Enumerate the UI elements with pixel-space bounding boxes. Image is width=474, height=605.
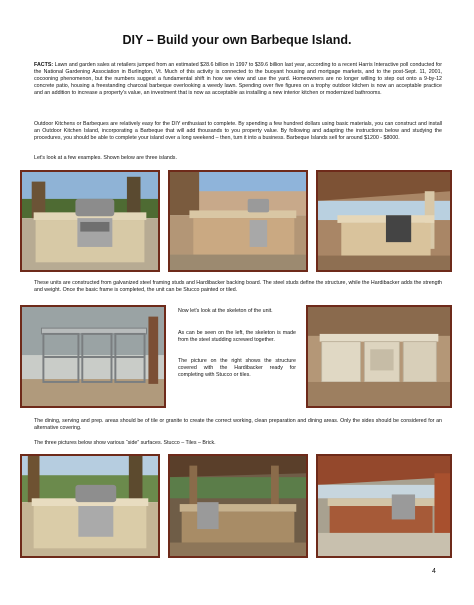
photo-skeleton bbox=[20, 305, 166, 408]
facts-paragraph bbox=[34, 62, 442, 97]
photo-island-3 bbox=[316, 170, 452, 272]
surfaces-paragraph: The dining, serving and prep. areas should be of tile or granite to create the correct working, clean preparation and dining areas. Only the sides should be considered for an alternative covering. bbox=[34, 418, 442, 432]
page-number: 4 bbox=[432, 568, 436, 575]
side-surfaces-intro: The three pictures below show various “side” surfaces. Stucco – Tiles – Brick. bbox=[34, 440, 216, 446]
photo-tiles bbox=[168, 454, 308, 558]
diy-paragraph: Outdoor Kitchens or Barbeques are relatively easy for the DIY enthusiast to complete. By spending a few hundred dollars using basic materials, you can construct and install an Outdoor Kitchen Island, incorporating a Barbeque that will add thousands to you property value. By following and adapting the instructions below and studying the procedures, you should be able to complete your island over a long weekend – then, turn it into a business. Barbeque Islands sell for around $1200 - $8000. bbox=[34, 121, 442, 142]
construction-paragraph: These units are constructed from galvanized steel framing studs and Hardibacker backing board. The steel studs define the structure, while the Hardibacker adds the strength and weight. Once the basic frame is completed, the unit can be Stucco painted or tiled. bbox=[34, 280, 442, 294]
photo-stucco bbox=[20, 454, 160, 558]
skeleton-intro: Now let's look at the skeleton of the unit. bbox=[178, 308, 273, 314]
photo-brick bbox=[316, 454, 452, 558]
facts-text: Lawn and garden sales at retailers jumped from an estimated $28.6 billion in 1997 to $39.6 billion last year, according to a recent Harris Interactive poll conducted for the National Gardening Association in Burlington, Vt. Much of this activity is connected to the buoyant housing and mortgage markets, and to the post-Sept. 11, 2001, cocooning phenomenon, but the numbers suggest a fundamental shift in how we view and use the yard. Homeowners are no longer willing to step out onto a 9-by-12 concrete patio, housing a freestanding charcoal barbeque overlooking a weedy lawn. Spending over five figures on a trophy outdoor kitchen is now an acceptable practice and an addition to increase a property's value, an investment that is now as acceptable as installing a new interior kitchen or modernized bathrooms. bbox=[34, 62, 442, 97]
hardibacker-description: The picture on the right shows the structure covered with the Hardibacker ready for completing with Stucco or tiles. bbox=[178, 358, 296, 379]
examples-intro: Let's look at a few examples. Shown below are three islands. bbox=[34, 155, 177, 161]
photo-hardibacker bbox=[306, 305, 452, 408]
page-title: DIY – Build your own Barbeque Island. bbox=[122, 33, 352, 47]
facts-label: FACTS: bbox=[34, 62, 54, 68]
photo-island-1 bbox=[20, 170, 160, 272]
photo-island-2 bbox=[168, 170, 308, 272]
skeleton-description: As can be seen on the left, the skeleton is made from the steel studding screwed together. bbox=[178, 330, 296, 344]
